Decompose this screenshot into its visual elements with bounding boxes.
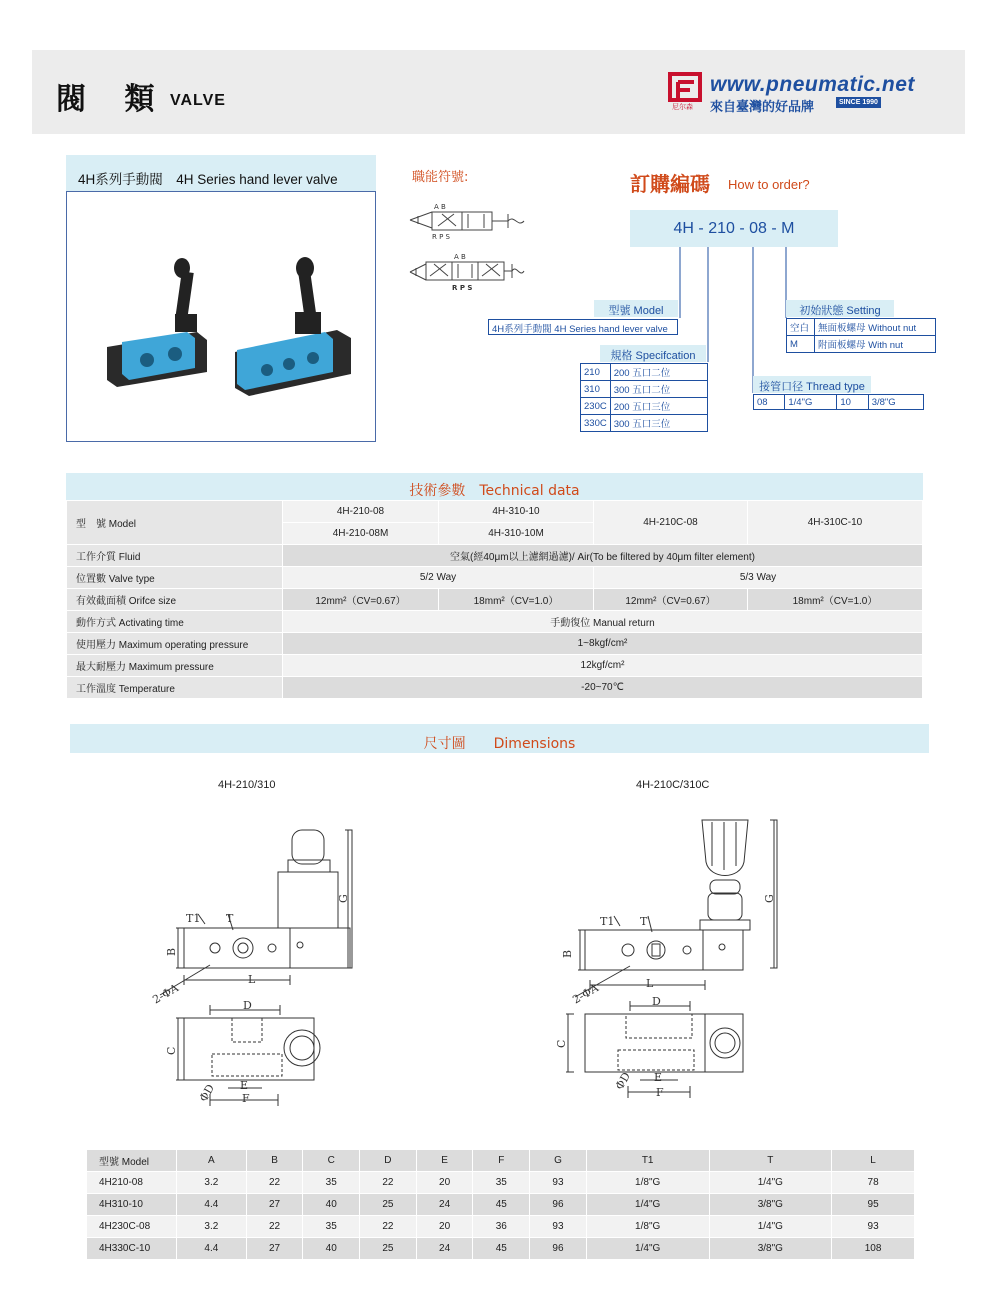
sym1-top-label: A B: [434, 203, 446, 211]
dimension-cell: 22: [246, 1216, 303, 1238]
dimension-table-row: [87, 1238, 915, 1260]
dimension-header-cell: A: [177, 1150, 247, 1172]
dimension-table-row: [87, 1194, 915, 1216]
dimension-header-cell: L: [832, 1150, 915, 1172]
right-label-t: T: [640, 915, 648, 928]
tech-valve-type-label: 位置數 Valve type: [67, 567, 283, 589]
order-title-en: How to order?: [728, 177, 810, 192]
right-label-b: B: [561, 949, 574, 958]
dimension-header-cell: T: [709, 1150, 832, 1172]
dimension-cell: 4.4: [177, 1238, 247, 1260]
tech-valve-type-52: 5/2 Way: [283, 567, 594, 589]
left-label-a: 2-ΦA: [150, 981, 181, 1007]
left-label-e: E: [240, 1079, 249, 1092]
setting-code: M: [787, 336, 815, 353]
dimension-cell: 93: [832, 1216, 915, 1238]
dimension-cell: 22: [360, 1172, 417, 1194]
spec-desc: 200 五口二位: [610, 364, 707, 381]
dimension-table-header: [87, 1150, 915, 1172]
left-label-f: F: [242, 1092, 250, 1105]
left-label-b: B: [165, 947, 178, 956]
dimension-cell: 36: [473, 1216, 530, 1238]
tech-model-4: 4H-310C-10: [748, 501, 923, 545]
tech-max-op-value: 1~8kgf/cm²: [283, 633, 923, 655]
setting-desc: 無面板螺母 Without nut: [815, 319, 936, 336]
spec-code: 310: [581, 381, 611, 398]
right-label-g: G: [763, 894, 776, 903]
right-valve-bottom-view: [585, 1014, 705, 1072]
dimension-cell: 22: [360, 1216, 417, 1238]
dimension-caption-left: 4H-210/310: [218, 779, 276, 791]
tech-activating-value: 手動復位 Manual return: [283, 611, 923, 633]
tech-orifice-1: 12mm²（CV=0.67）: [283, 589, 439, 611]
page-title: 閥 類: [56, 82, 169, 117]
dimension-cell: 4H310-10: [87, 1194, 177, 1216]
tech-max-p-label: 最大耐壓力 Maximum pressure: [67, 655, 283, 677]
dimension-cell: 3.2: [177, 1172, 247, 1194]
dimension-cell: 20: [416, 1216, 473, 1238]
left-valve-bottom-view: [184, 1018, 314, 1080]
setting-desc: 附面板螺母 With nut: [815, 336, 936, 353]
dimension-cell: 96: [530, 1238, 587, 1260]
setting-label: 初始狀態 Setting: [786, 300, 894, 317]
dimension-cell: 78: [832, 1172, 915, 1194]
dimension-header-cell: T1: [586, 1150, 709, 1172]
tech-fluid-value: 空氣(經40μm以上濾網過濾)/ Air(To be filtered by 40μm filter element): [283, 545, 923, 567]
tech-max-p-value: 12kgf/cm²: [283, 655, 923, 677]
tech-max-op-label: 使用壓力 Maximum operating pressure: [67, 633, 283, 655]
dimension-cell: 93: [530, 1172, 587, 1194]
left-lever-handle: [292, 830, 324, 864]
spec-code: 230C: [581, 398, 611, 415]
left-label-phid: ΦD: [196, 1082, 218, 1105]
dimension-cell: 1/4"G: [709, 1172, 832, 1194]
logo-brand-text: 尼尔森: [672, 103, 693, 110]
order-code: 4H - 210 - 08 - M: [630, 210, 838, 247]
dimension-cell: 35: [303, 1172, 360, 1194]
thread-code-1: 08: [754, 395, 785, 410]
tech-orifice-2: 18mm²（CV=1.0）: [439, 589, 594, 611]
right-valve-body: [585, 930, 703, 970]
dimension-cell: 40: [303, 1238, 360, 1260]
product-heading: 4H系列手動閥 4H Series hand lever valve: [66, 155, 376, 191]
dimension-cell: 1/4"G: [709, 1216, 832, 1238]
logo-url[interactable]: www.pneumatic.net: [710, 73, 915, 96]
dimension-cell: 45: [473, 1194, 530, 1216]
dimension-cell: 3/8"G: [709, 1238, 832, 1260]
dimension-cell: 95: [832, 1194, 915, 1216]
dimension-cell: 24: [416, 1238, 473, 1260]
spec-label: 規格 Specifcation: [600, 345, 706, 362]
tech-orifice-3: 12mm²（CV=0.67）: [594, 589, 748, 611]
right-knob-handle: [702, 820, 748, 876]
dimension-cell: 96: [530, 1194, 587, 1216]
tech-model-label: 型 號 Model: [67, 501, 283, 545]
spec-desc: 200 五口三位: [610, 398, 707, 415]
dimension-cell: 27: [246, 1194, 303, 1216]
right-label-f: F: [656, 1086, 664, 1099]
spec-desc: 300 五口三位: [610, 415, 707, 432]
dimension-cell: 35: [473, 1172, 530, 1194]
dimension-cell: 93: [530, 1216, 587, 1238]
right-label-a: 2-ΦA: [570, 981, 601, 1007]
dimension-header-cell: G: [530, 1150, 587, 1172]
left-label-l: L: [248, 973, 256, 986]
tech-orifice-4: 18mm²（CV=1.0）: [748, 589, 923, 611]
left-label-d: D: [243, 999, 252, 1012]
spec-code: 330C: [581, 415, 611, 432]
tech-fluid-label: 工作介質 Fluid: [67, 545, 283, 567]
logo-slogan: 來自臺灣的好品牌: [710, 100, 815, 115]
dimension-table: [86, 1149, 915, 1260]
page-subtitle: VALVE: [170, 92, 226, 109]
tech-model-3: 4H-210C-08: [594, 501, 748, 545]
right-label-t1: T1: [600, 915, 615, 928]
model-label: 型號 Model: [594, 300, 678, 317]
sym2-bottom-label: R P S: [452, 284, 473, 292]
dimension-cell: 25: [360, 1238, 417, 1260]
tech-model-2b: 4H-310-10M: [439, 523, 594, 545]
tech-model-1b: 4H-210-08M: [283, 523, 439, 545]
dimension-table-row: [87, 1172, 915, 1194]
dimension-cell: 35: [303, 1216, 360, 1238]
right-label-d: D: [652, 995, 661, 1008]
logo-since-badge: SINCE 1990: [836, 97, 881, 108]
dimension-cell: 1/4"G: [586, 1194, 709, 1216]
dimension-cell: 3/8"G: [709, 1194, 832, 1216]
dimension-header-cell: B: [246, 1150, 303, 1172]
dimension-header-cell: F: [473, 1150, 530, 1172]
tech-model-1a: 4H-210-08: [283, 501, 439, 523]
dimension-header-cell: D: [360, 1150, 417, 1172]
dimension-header-cell: 型號 Model: [87, 1150, 177, 1172]
right-label-l: L: [646, 977, 654, 990]
dimension-cell: 45: [473, 1238, 530, 1260]
dimension-cell: 3.2: [177, 1216, 247, 1238]
sym2-top-label: A B: [454, 253, 466, 261]
dimension-cell: 27: [246, 1238, 303, 1260]
tech-temp-label: 工作溫度 Temperature: [67, 677, 283, 699]
thread-size-2: 3/8"G: [868, 395, 923, 410]
dimension-cell: 1/4"G: [586, 1238, 709, 1260]
dimension-cell: 25: [360, 1194, 417, 1216]
thread-code-2: 10: [837, 395, 868, 410]
spec-code: 210: [581, 364, 611, 381]
function-symbols-label: 職能符號:: [412, 170, 469, 185]
dimension-table-row: [87, 1216, 915, 1238]
setting-code: 空白: [787, 319, 815, 336]
right-label-e: E: [654, 1071, 663, 1084]
dimension-cell: 40: [303, 1194, 360, 1216]
right-label-c: C: [555, 1039, 568, 1048]
dimension-cell: 1/8"G: [586, 1172, 709, 1194]
sym1-bottom-label: R P S: [432, 233, 450, 241]
dimension-cell: 4.4: [177, 1194, 247, 1216]
dimension-cell: 20: [416, 1172, 473, 1194]
tech-model-2a: 4H-310-10: [439, 501, 594, 523]
tech-activating-label: 動作方式 Activating time: [67, 611, 283, 633]
left-label-t: T: [226, 912, 234, 925]
dimension-cell: 22: [246, 1172, 303, 1194]
dimension-cell: 4H330C-10: [87, 1238, 177, 1260]
dimension-cell: 108: [832, 1238, 915, 1260]
thread-size-1: 1/4"G: [785, 395, 837, 410]
spec-desc: 300 五口二位: [610, 381, 707, 398]
technical-data-title: 技術參數 Technical data: [66, 473, 923, 500]
tech-orifice-label: 有效截面積 Orifce size: [67, 589, 283, 611]
dimension-header-cell: C: [303, 1150, 360, 1172]
left-label-t1: T1: [186, 912, 201, 925]
dimension-cell: 24: [416, 1194, 473, 1216]
dimension-caption-right: 4H-210C/310C: [636, 779, 710, 791]
left-label-c: C: [165, 1046, 178, 1055]
model-value: 4H系列手動閥 4H Series hand lever valve: [488, 319, 678, 335]
left-label-g: G: [337, 894, 350, 903]
dimension-header-cell: E: [416, 1150, 473, 1172]
order-title: 訂購編碼: [630, 172, 710, 196]
tech-valve-type-53: 5/3 Way: [594, 567, 923, 589]
dimension-cell: 1/8"G: [586, 1216, 709, 1238]
thread-label: 接管口径 Thread type: [753, 376, 871, 393]
right-label-phid: ΦD: [612, 1070, 634, 1093]
dimension-cell: 4H210-08: [87, 1172, 177, 1194]
dimension-cell: 4H230C-08: [87, 1216, 177, 1238]
tech-temp-value: -20~70℃: [283, 677, 923, 699]
dimensions-title: 尺寸圖 Dimensions: [70, 724, 929, 753]
left-valve-body: [184, 928, 290, 968]
